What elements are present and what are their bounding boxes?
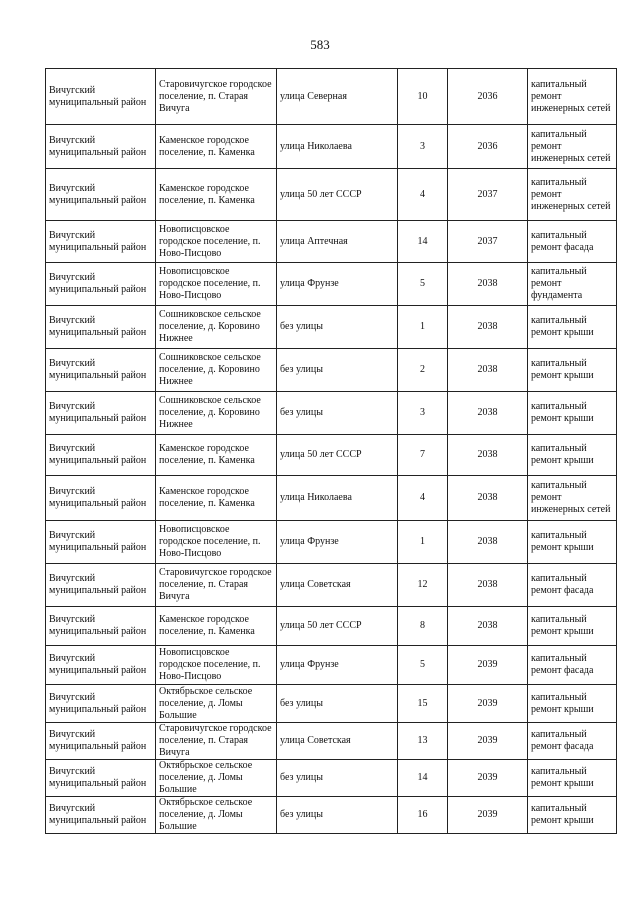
- cell-street: улица 50 лет СССР: [277, 435, 398, 476]
- table-row: [46, 646, 617, 685]
- cell-settlement: Новописцовское городское поселение, п. Ново-Писцово: [156, 263, 277, 306]
- cell-settlement: Октябрьское сельское поселение, д. Ломы Большие: [156, 797, 277, 834]
- cell-year: 2038: [448, 392, 528, 435]
- table-row: [46, 723, 617, 760]
- cell-house-number: 2: [398, 349, 448, 392]
- cell-district: Вичугский муниципальный район: [46, 435, 156, 476]
- cell-street: без улицы: [277, 760, 398, 797]
- cell-year: 2039: [448, 723, 528, 760]
- cell-house-number: 1: [398, 521, 448, 564]
- cell-settlement: Новописцовское городское поселение, п. Ново-Писцово: [156, 221, 277, 263]
- cell-district: Вичугский муниципальный район: [46, 69, 156, 125]
- cell-year: 2038: [448, 349, 528, 392]
- cell-work-type: капитальный ремонт фасада: [528, 221, 617, 263]
- cell-street: улица Николаева: [277, 125, 398, 169]
- cell-street: без улицы: [277, 392, 398, 435]
- repair-schedule-table: [45, 68, 617, 834]
- cell-street: улица Советская: [277, 723, 398, 760]
- cell-settlement: Каменское городское поселение, п. Каменка: [156, 435, 277, 476]
- cell-district: Вичугский муниципальный район: [46, 607, 156, 646]
- cell-work-type: капитальный ремонт крыши: [528, 607, 617, 646]
- cell-house-number: 5: [398, 646, 448, 685]
- table-row: [46, 521, 617, 564]
- cell-street: улица Северная: [277, 69, 398, 125]
- table-row: [46, 169, 617, 221]
- cell-settlement: Каменское городское поселение, п. Каменка: [156, 169, 277, 221]
- cell-district: Вичугский муниципальный район: [46, 221, 156, 263]
- cell-work-type: капитальный ремонт фасада: [528, 646, 617, 685]
- cell-settlement: Каменское городское поселение, п. Каменка: [156, 125, 277, 169]
- cell-year: 2039: [448, 797, 528, 834]
- cell-settlement: Сошниковское сельское поселение, д. Коровино Нижнее: [156, 349, 277, 392]
- cell-settlement: Сошниковское сельское поселение, д. Коровино Нижнее: [156, 392, 277, 435]
- cell-settlement: Каменское городское поселение, п. Каменка: [156, 476, 277, 521]
- table-row: [46, 392, 617, 435]
- cell-district: Вичугский муниципальный район: [46, 646, 156, 685]
- cell-work-type: капитальный ремонт инженерных сетей: [528, 169, 617, 221]
- cell-house-number: 1: [398, 306, 448, 349]
- cell-house-number: 3: [398, 392, 448, 435]
- cell-work-type: капитальный ремонт крыши: [528, 306, 617, 349]
- cell-district: Вичугский муниципальный район: [46, 521, 156, 564]
- cell-year: 2037: [448, 169, 528, 221]
- cell-street: без улицы: [277, 685, 398, 723]
- page-number: 583: [310, 37, 330, 52]
- table-row: [46, 435, 617, 476]
- cell-district: Вичугский муниципальный район: [46, 685, 156, 723]
- cell-settlement: Старовичугское городское поселение, п. Старая Вичуга: [156, 69, 277, 125]
- cell-street: улица Фрунзе: [277, 263, 398, 306]
- cell-settlement: Новописцовское городское поселение, п. Ново-Писцово: [156, 646, 277, 685]
- cell-district: Вичугский муниципальный район: [46, 306, 156, 349]
- cell-district: Вичугский муниципальный район: [46, 476, 156, 521]
- cell-work-type: капитальный ремонт инженерных сетей: [528, 69, 617, 125]
- cell-house-number: 15: [398, 685, 448, 723]
- cell-house-number: 4: [398, 169, 448, 221]
- cell-district: Вичугский муниципальный район: [46, 263, 156, 306]
- cell-settlement: Октябрьское сельское поселение, д. Ломы Большие: [156, 760, 277, 797]
- cell-settlement: Октябрьское сельское поселение, д. Ломы Большие: [156, 685, 277, 723]
- cell-year: 2036: [448, 69, 528, 125]
- cell-street: без улицы: [277, 797, 398, 834]
- cell-year: 2039: [448, 760, 528, 797]
- cell-street: улица Советская: [277, 564, 398, 607]
- cell-year: 2038: [448, 564, 528, 607]
- table-row: [46, 125, 617, 169]
- cell-year: 2038: [448, 476, 528, 521]
- cell-house-number: 14: [398, 760, 448, 797]
- cell-district: Вичугский муниципальный район: [46, 392, 156, 435]
- cell-work-type: капитальный ремонт инженерных сетей: [528, 476, 617, 521]
- cell-work-type: капитальный ремонт крыши: [528, 685, 617, 723]
- cell-year: 2039: [448, 646, 528, 685]
- cell-work-type: капитальный ремонт крыши: [528, 392, 617, 435]
- cell-house-number: 12: [398, 564, 448, 607]
- table-row: [46, 760, 617, 797]
- table-row: [46, 349, 617, 392]
- cell-street: улица Николаева: [277, 476, 398, 521]
- table-row: [46, 306, 617, 349]
- cell-work-type: капитальный ремонт фасада: [528, 564, 617, 607]
- table-row: [46, 69, 617, 125]
- cell-street: улица 50 лет СССР: [277, 607, 398, 646]
- cell-year: 2039: [448, 685, 528, 723]
- cell-year: 2038: [448, 306, 528, 349]
- cell-year: 2038: [448, 263, 528, 306]
- cell-street: улица Аптечная: [277, 221, 398, 263]
- cell-year: 2038: [448, 607, 528, 646]
- cell-house-number: 14: [398, 221, 448, 263]
- cell-house-number: 13: [398, 723, 448, 760]
- cell-work-type: капитальный ремонт крыши: [528, 521, 617, 564]
- cell-house-number: 5: [398, 263, 448, 306]
- table-row: [46, 685, 617, 723]
- cell-street: улица Фрунзе: [277, 521, 398, 564]
- cell-district: Вичугский муниципальный район: [46, 169, 156, 221]
- table-row: [46, 797, 617, 834]
- cell-district: Вичугский муниципальный район: [46, 349, 156, 392]
- cell-district: Вичугский муниципальный район: [46, 125, 156, 169]
- cell-district: Вичугский муниципальный район: [46, 797, 156, 834]
- cell-district: Вичугский муниципальный район: [46, 723, 156, 760]
- cell-work-type: капитальный ремонт крыши: [528, 435, 617, 476]
- table-row: [46, 564, 617, 607]
- cell-house-number: 16: [398, 797, 448, 834]
- cell-district: Вичугский муниципальный район: [46, 564, 156, 607]
- table-row: [46, 263, 617, 306]
- cell-street: без улицы: [277, 349, 398, 392]
- cell-street: улица Фрунзе: [277, 646, 398, 685]
- cell-street: без улицы: [277, 306, 398, 349]
- cell-settlement: Каменское городское поселение, п. Каменка: [156, 607, 277, 646]
- cell-house-number: 8: [398, 607, 448, 646]
- cell-house-number: 4: [398, 476, 448, 521]
- cell-work-type: капитальный ремонт крыши: [528, 760, 617, 797]
- table-row: [46, 221, 617, 263]
- cell-house-number: 10: [398, 69, 448, 125]
- cell-settlement: Старовичугское городское поселение, п. Старая Вичуга: [156, 723, 277, 760]
- cell-settlement: Сошниковское сельское поселение, д. Коровино Нижнее: [156, 306, 277, 349]
- cell-district: Вичугский муниципальный район: [46, 760, 156, 797]
- cell-work-type: капитальный ремонт фасада: [528, 723, 617, 760]
- cell-work-type: капитальный ремонт фундамента: [528, 263, 617, 306]
- cell-settlement: Старовичугское городское поселение, п. Старая Вичуга: [156, 564, 277, 607]
- cell-house-number: 7: [398, 435, 448, 476]
- cell-work-type: капитальный ремонт крыши: [528, 349, 617, 392]
- cell-year: 2037: [448, 221, 528, 263]
- cell-work-type: капитальный ремонт крыши: [528, 797, 617, 834]
- cell-year: 2038: [448, 435, 528, 476]
- cell-year: 2038: [448, 521, 528, 564]
- cell-house-number: 3: [398, 125, 448, 169]
- cell-settlement: Новописцовское городское поселение, п. Ново-Писцово: [156, 521, 277, 564]
- cell-year: 2036: [448, 125, 528, 169]
- cell-work-type: капитальный ремонт инженерных сетей: [528, 125, 617, 169]
- table-row: [46, 476, 617, 521]
- table-row: [46, 607, 617, 646]
- cell-street: улица 50 лет СССР: [277, 169, 398, 221]
